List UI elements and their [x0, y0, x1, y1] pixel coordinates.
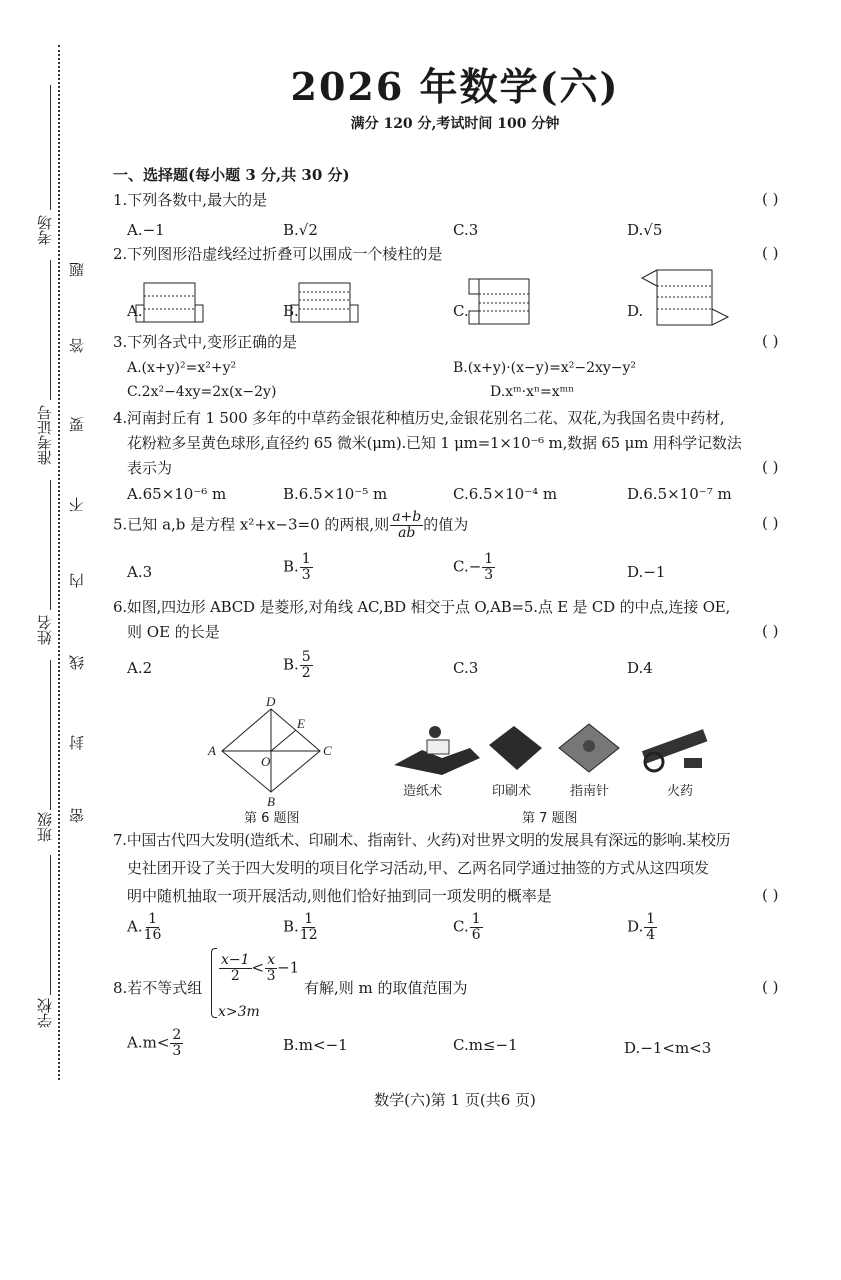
field-class: 班级 [36, 812, 54, 842]
q1-option-b: B.√2 [283, 221, 318, 239]
numerator: 1 [148, 911, 157, 927]
q6-stem-line2: 则 OE 的长是 [127, 623, 220, 641]
field-line [50, 480, 51, 610]
q8-option-a [127, 1028, 183, 1059]
denominator: 6 [471, 927, 481, 943]
field-exam-room: 考场 [36, 215, 54, 245]
denominator: 3 [301, 567, 311, 583]
field-school: 学校 [36, 998, 54, 1028]
numerator: 5 [301, 649, 311, 665]
option-label: B. [283, 917, 299, 936]
binding-dotted-line [58, 45, 60, 1080]
denominator: 2 [301, 665, 311, 681]
label-a: A [208, 743, 216, 758]
numerator: x [267, 952, 276, 968]
gunpowder-icon [642, 729, 708, 771]
q2-option-c: C. [453, 302, 469, 320]
q7-option-b [283, 912, 318, 943]
printing-label: 印刷术 [492, 784, 532, 799]
q1-stem: 1.下列各数中,最大的是 [113, 191, 268, 209]
denominator: 3 [484, 567, 494, 583]
q2-option-d: D. [627, 302, 644, 320]
q7-option-a [127, 912, 161, 943]
q4-stem-line2: 花粉粒多呈黄色球形,直径约 65 微米(μm).已知 1 μm=1×10⁻⁶ m,数据 65 μm 用科学记数法 [127, 434, 742, 452]
fraction [482, 552, 495, 583]
denominator: 16 [143, 927, 162, 943]
numerator: 1 [304, 911, 314, 927]
option-label: D. [627, 917, 644, 936]
page-footer: 数学(六)第 1 页(共6 页) [374, 1091, 536, 1109]
q6-option-d: D.4 [627, 659, 653, 677]
seal-char: 内 [68, 573, 86, 588]
q4-option-c: C.6.5×10⁻⁴ m [453, 485, 558, 503]
field-ticket-no: 准考证号 [36, 405, 54, 465]
denominator: ab [398, 525, 416, 541]
q4-stem-line1: 4.河南封丘有 1 500 多年的中草药金银花种植历史,金银花别名二花、双花,为我国名贵中药材, [113, 409, 725, 427]
q6-stem-line1: 6.如图,四边形 ABCD 是菱形,对角线 AC,BD 相交于点 O,AB=5.点 E 是 CD 的中点,连接 OE, [113, 598, 731, 616]
four-inventions-images [392, 720, 717, 778]
q6-option-a: A.2 [127, 659, 153, 677]
q3-stem: 3.下列各式中,变形正确的是 [113, 333, 298, 351]
answer-bracket: ( ) [762, 332, 779, 350]
q5-option-a: A.3 [127, 563, 153, 581]
label-e: E [297, 716, 305, 731]
fraction [470, 912, 483, 943]
q5-stem-pre: 5.已知 a,b 是方程 x²+x−3=0 的两根,则 [113, 515, 390, 534]
q2-net-a [135, 278, 215, 324]
answer-bracket: ( ) [762, 458, 779, 476]
fraction [144, 912, 162, 943]
q5-option-d: D.−1 [627, 563, 666, 581]
option-label: C. [453, 917, 469, 936]
minus-one: −1 [277, 958, 300, 977]
q2-net-d [640, 268, 730, 330]
q7-option-d [627, 912, 657, 943]
q2-option-b: B. [283, 302, 299, 320]
q7-option-c [453, 912, 483, 943]
numerator: 1 [646, 911, 656, 927]
numerator: 1 [301, 551, 311, 567]
fig7-caption: 第 7 题图 [522, 811, 578, 826]
numerator: 2 [172, 1027, 182, 1043]
option-label: C.− [453, 557, 482, 576]
q6-option-c: C.3 [453, 659, 479, 677]
denominator: 3 [172, 1043, 182, 1059]
system-brace [211, 948, 217, 1018]
q8-stem-post: 有解,则 m 的取值范围为 [304, 979, 468, 997]
page-title: 2026 年数学(六) [290, 64, 620, 109]
fraction [390, 510, 423, 541]
q7-stem-line2: 史社团开设了关于四大发明的项目化学习活动,甲、乙两名同学通过抽签的方式从这四项发 [127, 859, 709, 877]
fraction [644, 912, 657, 943]
numerator: 1 [471, 911, 481, 927]
q2-option-a: A. [127, 302, 143, 320]
seal-char: 封 [68, 735, 86, 750]
section-heading: 一、选择题(每小题 3 分,共 30 分) [113, 166, 350, 184]
denominator: 2 [230, 968, 240, 984]
q5-option-c [453, 552, 495, 583]
label-d: D [266, 694, 276, 709]
seal-char: 要 [68, 417, 86, 432]
q1-option-a: A.−1 [127, 221, 165, 239]
fraction [300, 912, 318, 943]
q8-inequality-2: x>3m [218, 1004, 260, 1020]
q5-option-b [283, 552, 313, 583]
fraction [265, 953, 277, 984]
answer-bracket: ( ) [762, 514, 779, 532]
fig6-caption: 第 6 题图 [244, 811, 300, 826]
seal-char: 答 [68, 338, 86, 353]
q7-stem-line1: 7.中国古代四大发明(造纸术、印刷术、指南针、火药)对世界文明的发展具有深远的影响.某校历 [113, 831, 731, 849]
papermaking-icon [394, 726, 480, 775]
seal-char: 线 [68, 655, 86, 670]
rhombus-figure [205, 694, 340, 809]
answer-bracket: ( ) [762, 622, 779, 640]
q1-option-d: D.√5 [627, 221, 663, 239]
numerator: 1 [484, 551, 494, 567]
field-name: 姓名 [36, 615, 54, 645]
label-c: C [323, 743, 332, 758]
answer-bracket: ( ) [762, 886, 779, 904]
answer-bracket: ( ) [762, 244, 779, 262]
q4-option-b: B.6.5×10⁻⁵ m [283, 485, 388, 503]
q8-option-c: C.m≤−1 [453, 1036, 518, 1054]
fraction [300, 650, 313, 681]
field-line [50, 660, 51, 810]
option-label: A. [127, 917, 143, 936]
q5-stem [113, 510, 468, 541]
papermaking-label: 造纸术 [403, 784, 443, 799]
option-label: B. [283, 655, 299, 674]
label-o: O [261, 754, 271, 769]
answer-bracket: ( ) [762, 978, 779, 996]
less-than: < [251, 958, 265, 977]
option-label: A.m< [127, 1033, 170, 1052]
q1-option-c: C.3 [453, 221, 479, 239]
denominator: 4 [646, 927, 656, 943]
q4-stem-line3: 表示为 [127, 459, 173, 477]
gunpowder-label: 火药 [667, 784, 694, 799]
printing-icon [489, 726, 542, 770]
denominator: 12 [299, 927, 318, 943]
compass-icon [559, 724, 619, 772]
field-line [50, 260, 51, 400]
q8-inequality-1 [218, 953, 299, 984]
denominator: 3 [266, 968, 276, 984]
q7-stem-line3: 明中随机抽取一项开展活动,则他们恰好抽到同一项发明的概率是 [127, 887, 552, 905]
q3-option-c: C.2x²−4xy=2x(x−2y) [127, 384, 277, 400]
answer-bracket: ( ) [762, 190, 779, 208]
q4-option-a: A.65×10⁻⁶ m [127, 485, 227, 503]
seal-char: 题 [68, 262, 86, 277]
q8-stem-pre: 8.若不等式组 [113, 979, 203, 997]
field-line [50, 855, 51, 995]
numerator: a+b [392, 509, 422, 525]
q3-option-d: D.xᵐ·xⁿ=xᵐⁿ [490, 384, 575, 400]
seal-char: 密 [68, 808, 86, 823]
fraction [300, 552, 313, 583]
q2-net-c [467, 276, 547, 326]
q4-option-d: D.6.5×10⁻⁷ m [627, 485, 732, 503]
option-label: B. [283, 557, 299, 576]
q5-stem-post: 的值为 [423, 515, 469, 534]
label-b: B [267, 794, 275, 809]
exam-info: 满分 120 分,考试时间 100 分钟 [350, 116, 560, 132]
fraction [170, 1028, 183, 1059]
q3-option-b: B.(x+y)·(x−y)=x²−2xy−y² [453, 360, 637, 376]
q8-option-d: D.−1<m<3 [624, 1039, 712, 1057]
q2-stem: 2.下列图形沿虚线经过折叠可以围成一个棱柱的是 [113, 245, 443, 263]
q3-option-a: A.(x+y)²=x²+y² [127, 360, 237, 376]
seal-char: 不 [68, 497, 86, 512]
compass-label: 指南针 [570, 784, 610, 799]
q2-net-b [290, 278, 370, 324]
numerator: x−1 [221, 952, 250, 968]
fraction [219, 953, 252, 984]
q6-option-b [283, 650, 313, 681]
q8-option-b: B.m<−1 [283, 1036, 348, 1054]
